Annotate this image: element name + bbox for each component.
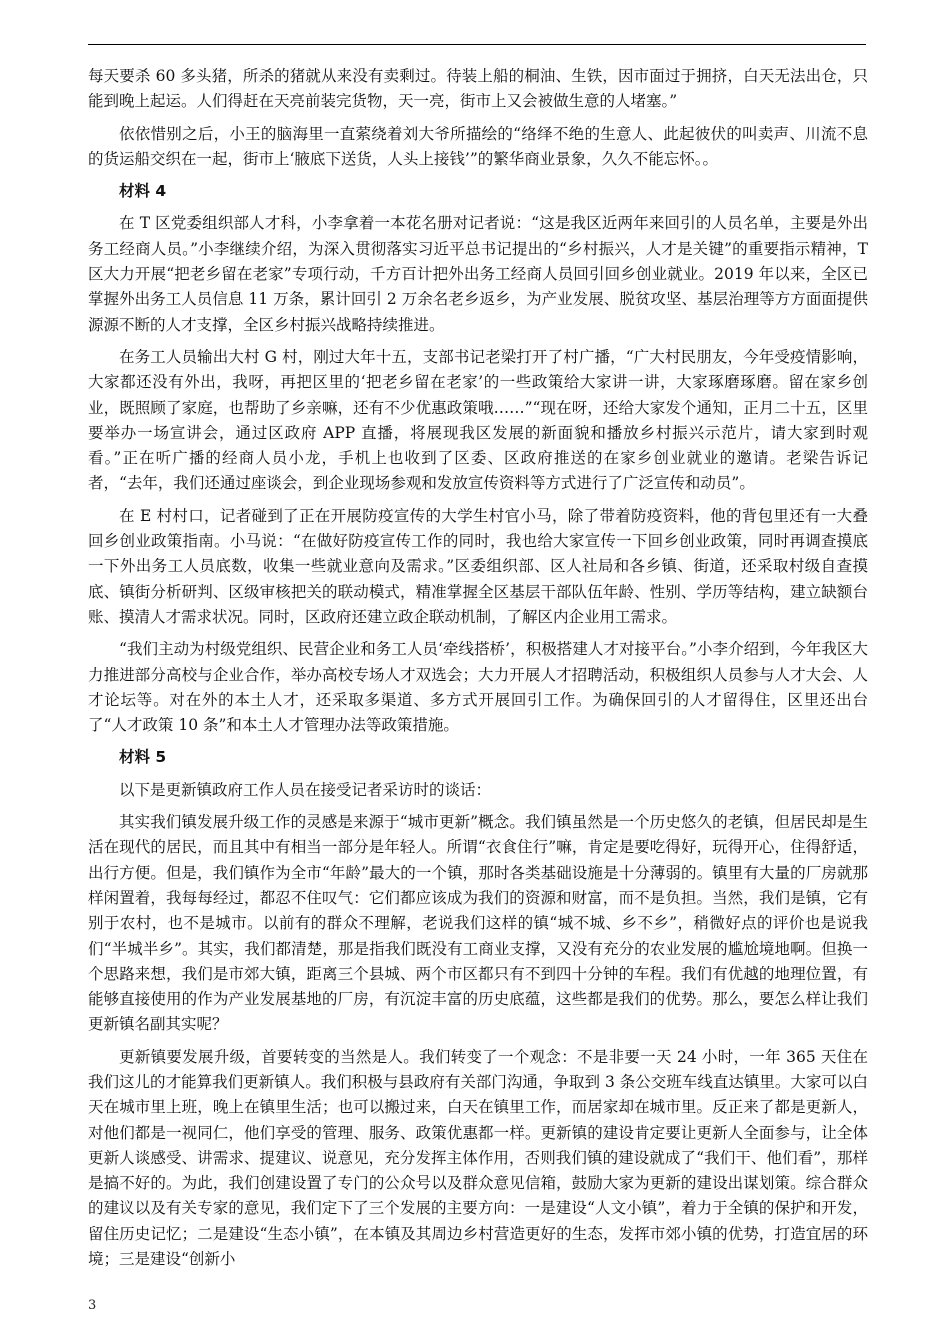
paragraph: 以下是更新镇政府工作人员在接受记者采访时的谈话：: [119, 780, 492, 799]
paragraph: 在 E 村村口，记者碰到了正在开展防疫宣传的大学生村官小马，除了带着防疫资料，他的背包里还有一大叠回乡创业政策指南。小马说：“在做好防疫宣传工作的同时，我也给大家宣传一下回乡创业政策，同时再调查摸底一下外出务工人员底数，收集一些就业意向及需求。”区委组织部、区人社局和各乡镇、街道，还采取村级自查摸底、镇街分析研判、区级审核把关的联动模式，精准掌握全区基层干部队伍年龄、性别、学历等结构，建立缺额台账、摸清人才需求状况。同时，区政府还建立政企联动机制，了解区内企业用工需求。: [88, 506, 868, 626]
paragraph: 依依惜别之后，小王的脑海里一直萦绕着刘大爷所描绘的“络绎不绝的生意人、此起彼伏的叫卖声、川流不息的货运船交织在一起，街市上‘腋底下送货，人头上接钱’”的繁华商业景象，久久不能忘怀。。: [88, 124, 868, 168]
paragraph-continuation: 每天要杀 60 多头猪，所杀的猪就从来没有卖剩过。待装上船的桐油、生铁，因市面过于拥挤，白天无法出仓，只能到晚上起运。人们得赶在天亮前装完货物，天一亮，街市上又会被做生意的人堵塞。”: [88, 67, 868, 111]
paragraph: 在 T 区党委组织部人才科，小李拿着一本花名册对记者说：“这是我区近两年来回引的人员名单，主要是外出务工经商人员。”小李继续介绍，为深入贯彻落实习近平总书记提出的“乡村振兴，人才是关键”的重要指示精神，T 区大力开展“把老乡留在老家”专项行动，千方百计把外出务工经商人员回引回乡创业就业。2019 年以来，全区已掌握外出务工人员信息 11 万条，累计回引 2 万余名老乡返乡，为产业发展、脱贫攻坚、基层治理等方方面面提供源源不断的人才支撑，全区乡村振兴战略持续推进。: [88, 214, 868, 334]
section-heading-material-4: 材料 4: [119, 182, 167, 201]
page-number: 3: [88, 1298, 97, 1313]
paragraph: 在务工人员输出大村 G 村，刚过大年十五，支部书记老梁打开了村广播，“广大村民朋友，今年受疫情影响，大家都还没有外出，我呀，再把区里的‘把老乡留在老家’的一些政策给大家讲一讲，大家琢磨琢磨。留在家乡创业，既照顾了家庭，也帮助了乡亲嘛，还有不少优惠政策哦……”“现在呀，还给大家发个通知，正月二十五，区里要举办一场宣讲会，通过区政府 APP 直播，将展现我区发展的新面貌和播放乡村振兴示范片，请大家到时观看。”正在听广播的经商人员小龙，手机上也收到了区委、区政府推送的在家乡创业就业的邀请。老梁告诉记者，“去年，我们还通过座谈会，到企业现场参观和发放宣传资料等方式进行了广泛宣传和动员”。: [88, 347, 868, 493]
paragraph: “我们主动为村级党组织、民营企业和务工人员‘牵线搭桥’，积极搭建人才对接平台。”小李介绍到，今年我区大力推进部分高校与企业合作，举办高校专场人才双选会；大力开展人才招聘活动，积极组织人员参与人才大会、人才论坛等。对在外的本土人才，还采取多渠道、多方式开展回引工作。为确保回引的人才留得住，区里还出台了“人才政策 10 条”和本土人才管理办法等政策措施。: [88, 640, 868, 735]
document-body: [88, 64, 868, 1279]
section-heading-material-5: 材料 5: [119, 748, 167, 767]
paragraph: 更新镇要发展升级，首要转变的当然是人。我们转变了一个观念：不是非要一天 24 小时，一年 365 天住在我们这儿的才能算我们更新镇人。我们积极与县政府有关部门沟通，争取到 3 条公交班车线直达镇里。大家可以白天在城市里上班，晚上在镇里生活；也可以搬过来，白天在镇里工作，而居家却在城市里。反正来了都是更新人，对他们都是一视同仁，他们享受的管理、服务、政策优惠都一样。更新镇的建设肯定要让更新人全面参与，让全体更新人谈感受、讲需求、提建议、说意见，充分发挥主体作用，否则我们镇的建设就成了“我们干、他们看”，那样是搞不好的。为此，我们创建设置了专门的公众号以及群众意见信箱，鼓励大家为更新的建设出谋划策。综合群众的建议以及有关专家的意见，我们定下了三个发展的主要方向：一是建设“人文小镇”，着力于全镇的保护和开发，留住历史记忆；二是建设“生态小镇”，在本镇及其周边乡村营造更好的生态，发挥市郊小镇的优势，打造宜居的环境；三是建设“创新小: [88, 1047, 868, 1269]
header-rule: [88, 44, 866, 45]
paragraph: 其实我们镇发展升级工作的灵感是来源于“城市更新”概念。我们镇虽然是一个历史悠久的老镇，但居民却是生活在现代的居民，而且其中有相当一部分是年轻人。所谓“衣食住行”嘛，肯定是要吃得好，玩得开心，住得舒适，出行方便。但是，我们镇作为全市“年龄”最大的一个镇，那时各类基础设施是十分薄弱的。镇里有大量的厂房就那样闲置着，我每每经过，都忍不住叹气：它们都应该成为我们的资源和财富，而不是负担。当然，我们是镇，它有别于农村，也不是城市。以前有的群众不理解，老说我们这样的镇“城不城、乡不乡”，稍微好点的评价也是说我们“半城半乡”。其实，我们都清楚，那是指我们既没有工商业支撑，又没有充分的农业发展的尴尬境地啊。但换一个思路来想，我们是市郊大镇，距离三个县城、两个市区都只有不到四十分钟的车程。我们有优越的地理位置，有能够直接使用的作为产业发展基地的厂房，有沉淀丰富的历史底蕴，这些都是我们的优势。那么，要怎么样让我们更新镇名副其实呢？: [88, 813, 868, 1034]
